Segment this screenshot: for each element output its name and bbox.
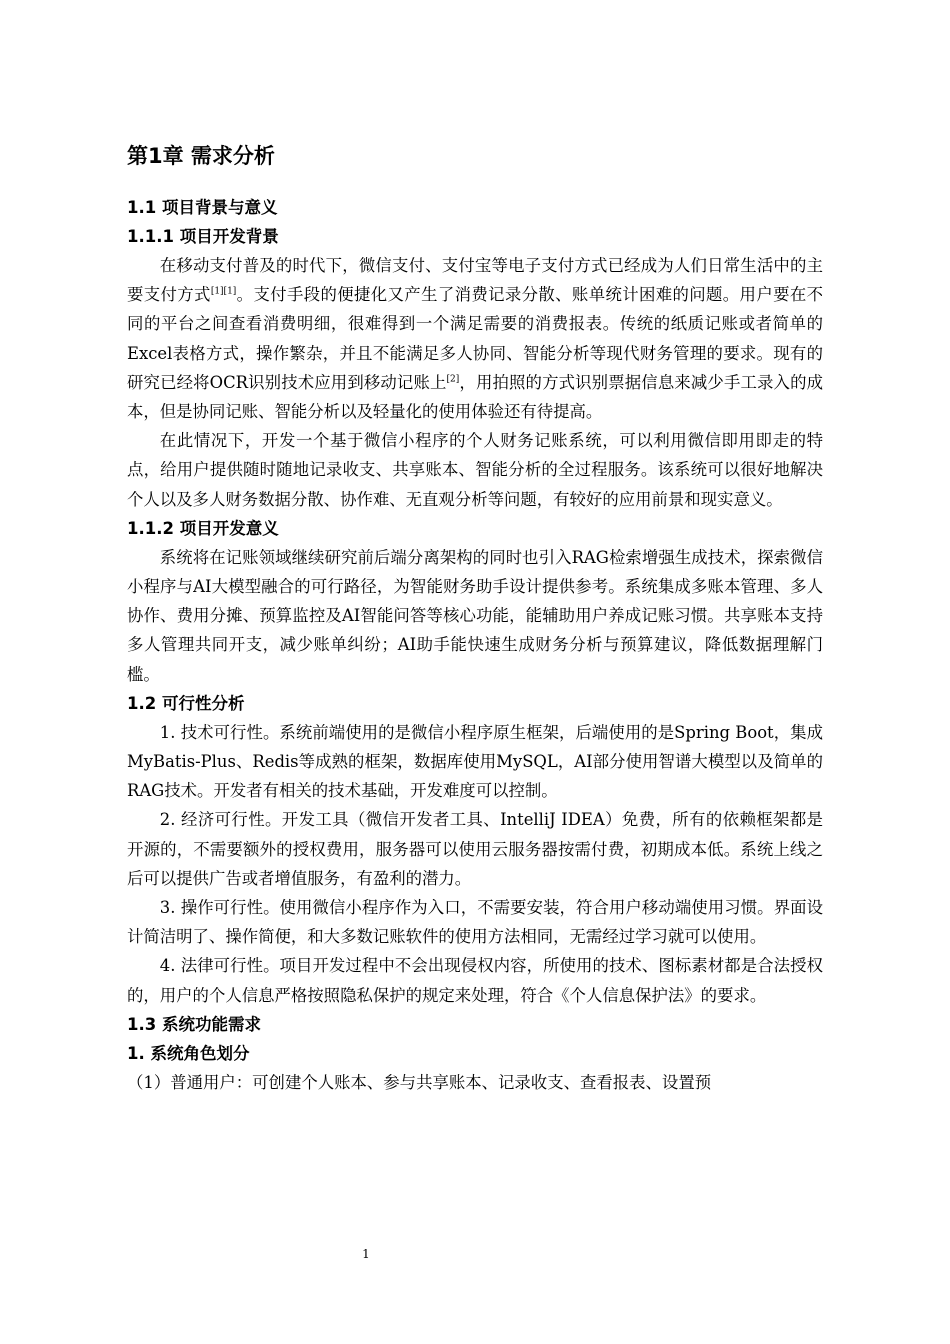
page-number: 1 xyxy=(362,1247,370,1261)
paragraph-operational-feasibility: 3. 操作可行性。使用微信小程序作为入口，不需要安装，符合用户移动端使用习惯。界面设计简洁明了、操作简便，和大多数记账软件的使用方法相同，无需经过学习就可以使用。 xyxy=(127,898,823,947)
paragraph-technical-feasibility: 1. 技术可行性。系统前端使用的是微信小程序原生框架，后端使用的是Spring Boot，集成MyBatis-Plus、Redis等成熟的框架，数据库使用MySQL，AI部分使用智谱大模型以及简单的RAG技术。开发者有相关的技术基础，开发难度可以控制。 xyxy=(127,722,823,801)
citation-reference[interactable]: [1][1] xyxy=(210,286,237,297)
paragraph-roles-1: （1）普通用户：可创建个人账本、参与共享账本、记录收支、查看报表、设置预 xyxy=(127,1072,712,1092)
section-heading-1-1-2: 1.1.2 项目开发意义 xyxy=(127,518,279,538)
paragraph-significance: 系统将在记账领域继续研究前后端分离架构的同时也引入RAG检索增强生成技术，探索微信小程序与AI大模型融合的可行路径，为智能财务助手设计提供参考。系统集成多账本管理、多人协作、费用分摊、预算监控及AI智能问答等核心功能，能辅助用户养成记账习惯。共享账本支持多人管理共同开支，减少账单纠纷；AI助手能快速生成财务分析与预算建议，降低数据理解门槛。 xyxy=(127,547,823,684)
paragraph-text: 。支付手段的便捷化又产生了消费记录分散、账单统计困难的问题。用户要在不同的平台之间查看消费明细，很难得到一个满足需要的消费报表。传统的纸质记账或者简单的Excel表格方式，操作繁杂，并且不能满足多人协同、智能分析等现代财务管理的要求。现有的研究已经将OCR识别技术应用到移动记账上 xyxy=(127,285,823,392)
section-heading-1-1: 1.1 项目背景与意义 xyxy=(127,198,278,217)
section-heading-1-2: 1.2 可行性分析 xyxy=(127,693,245,713)
paragraph-text: 在移动支付普及的时代下，微信支付、支付宝等电子支付方式已经成为人们日常生活中的主要支付方式 xyxy=(127,256,823,305)
paragraph-economic-feasibility: 2. 经济可行性。开发工具（微信开发者工具、IntelliJ IDEA）免费，所有的依赖框架都是开源的，不需要额外的授权费用，服务器可以使用云服务器按需付费，初期成本低。系统上线之后可以提供广告或者增值服务，有盈利的潜力。 xyxy=(127,810,823,888)
paragraph-background-2: 在此情况下，开发一个基于微信小程序的个人财务记账系统，可以利用微信即用即走的特点，给用户提供随时随地记录收支、共享账本、智能分析的全过程服务。该系统可以很好地解决个人以及多人财务数据分散、协作难、无直观分析等问题，有较好的应用前景和现实意义。 xyxy=(127,431,823,509)
paragraph-background-1 xyxy=(127,251,823,426)
citation-reference[interactable]: [2] xyxy=(446,374,460,385)
chapter-title: 第1章 需求分析 xyxy=(127,144,275,168)
page-content xyxy=(127,138,823,1097)
section-heading-1-3: 1.3 系统功能需求 xyxy=(127,1014,261,1034)
paragraph-text: ，用拍照的方式识别票据信息来减少手工录入的成本，但是协同记账、智能分析以及轻量化的使用体验还有待提高。 xyxy=(127,372,824,422)
subsection-heading-roles: 1. 系统角色划分 xyxy=(127,1043,250,1063)
section-heading-1-1-1: 1.1.1 项目开发背景 xyxy=(127,227,279,246)
paragraph-legal-feasibility: 4. 法律可行性。项目开发过程中不会出现侵权内容，所使用的技术、图标素材都是合法授权的，用户的个人信息严格按照隐私保护的规定来处理，符合《个人信息保护法》的要求。 xyxy=(127,956,823,1005)
